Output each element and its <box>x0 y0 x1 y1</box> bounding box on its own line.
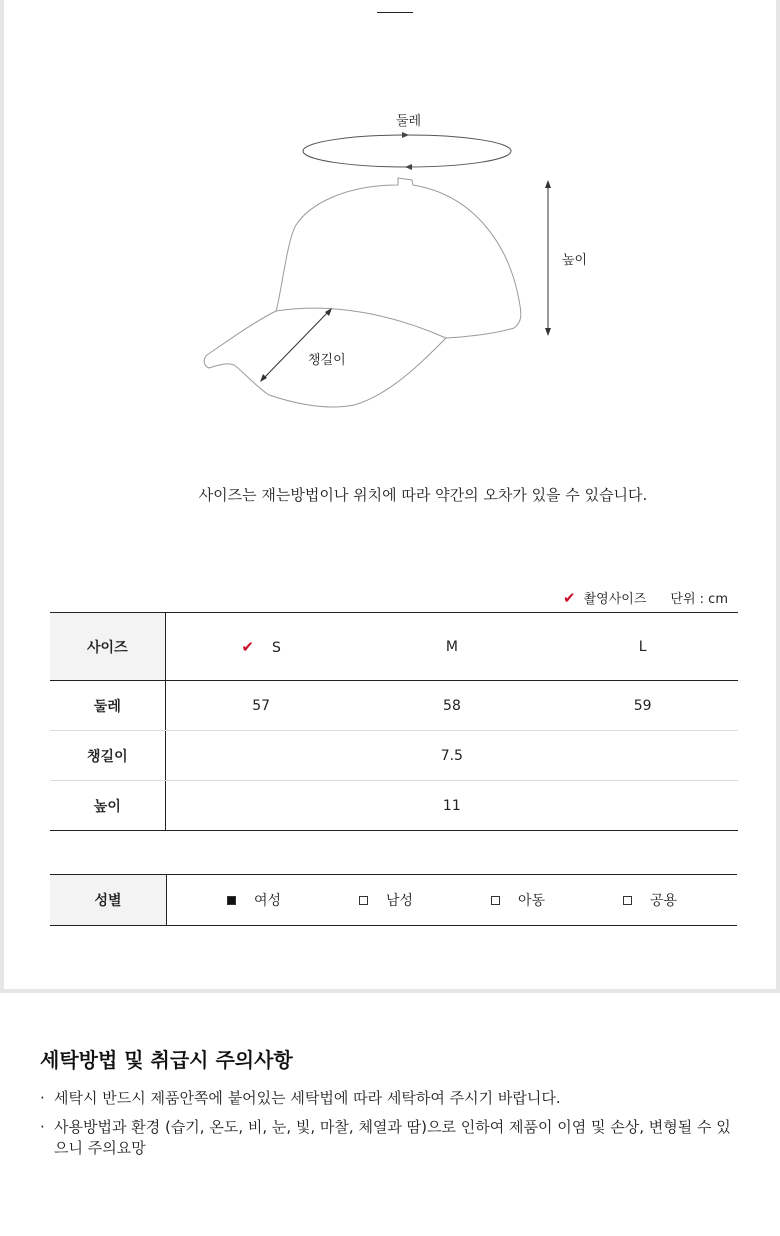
list-item <box>40 1117 740 1159</box>
gender-table <box>50 874 737 926</box>
row-label-height: 높이 <box>50 781 165 831</box>
cap-size-diagram <box>4 0 780 440</box>
gender-option-female <box>227 890 281 910</box>
size-col-l: L <box>547 613 738 681</box>
cap-brim-seam <box>276 308 446 338</box>
list-item <box>40 1088 740 1109</box>
table-row <box>50 781 738 831</box>
size-col-m: M <box>357 613 548 681</box>
height-arrow-head-top <box>545 180 551 188</box>
table-row <box>50 731 738 781</box>
cap-outline <box>204 178 521 407</box>
unit-label: 단위 : cm <box>670 592 728 607</box>
gender-option-unisex <box>623 890 677 910</box>
check-icon: ✔ <box>563 588 576 607</box>
empty-square-icon <box>491 896 500 905</box>
gender-row <box>50 875 737 926</box>
size-s-label: S <box>271 639 281 656</box>
height-value: 11 <box>165 781 738 831</box>
size-col-s <box>165 613 356 681</box>
gender-option-kids <box>491 890 545 910</box>
gender-options <box>168 890 736 910</box>
height-arrow-head-bottom <box>545 328 551 336</box>
brim-arrow-line <box>262 310 330 380</box>
gender-options-cell <box>167 875 738 926</box>
circumference-m: 58 <box>357 681 548 731</box>
empty-square-icon <box>623 896 632 905</box>
brim-arrow-head-top <box>325 308 332 316</box>
gender-option-label: 남성 <box>385 893 414 909</box>
label-brim: 챙길이 <box>308 353 346 368</box>
label-circumference: 둘레 <box>396 114 422 129</box>
empty-square-icon <box>359 896 368 905</box>
circumference-arrow-bottom <box>405 164 412 170</box>
brim-arrow-head-bottom <box>260 374 267 382</box>
photo-size-label: 촬영사이즈 <box>583 592 647 607</box>
table-row <box>50 681 738 731</box>
size-legend <box>563 588 728 607</box>
gender-option-label: 여성 <box>253 893 282 909</box>
size-note: 사이즈는 재는방법이나 위치에 따라 약간의 오차가 있을 수 있습니다. <box>198 486 648 504</box>
brim-value: 7.5 <box>165 731 738 781</box>
circumference-arrow-top <box>402 132 409 138</box>
row-label-circumference: 둘레 <box>50 681 165 731</box>
label-height: 높이 <box>562 253 588 268</box>
care-item-text: 사용방법과 환경 (습기, 온도, 비, 눈, 빛, 마찰, 체열과 땀)으로 인하여 제품이 이염 및 손상, 변형될 수 있으니 주의요망 <box>54 1118 731 1157</box>
gender-option-label: 공용 <box>649 893 678 909</box>
size-table <box>50 612 738 831</box>
care-list <box>40 1088 740 1167</box>
gender-option-label: 아동 <box>517 893 546 909</box>
row-label-brim: 챙길이 <box>50 731 165 781</box>
size-header-row <box>50 613 738 681</box>
check-icon: ✔ <box>241 637 254 656</box>
gender-option-male <box>359 890 413 910</box>
filled-square-icon <box>227 896 236 905</box>
bullet-icon: · <box>40 1089 45 1107</box>
circumference-s: 57 <box>165 681 356 731</box>
circumference-l: 59 <box>547 681 738 731</box>
size-header-label: 사이즈 <box>50 613 165 681</box>
circumference-ellipse <box>303 135 511 167</box>
bullet-icon: · <box>40 1118 45 1136</box>
gender-header-label: 성별 <box>50 875 167 926</box>
care-title: 세탁방법 및 취급시 주의사항 <box>40 1048 293 1072</box>
care-item-text: 세탁시 반드시 제품안쪽에 붙어있는 세탁법에 따라 세탁하여 주시기 바랍니다. <box>54 1089 561 1107</box>
